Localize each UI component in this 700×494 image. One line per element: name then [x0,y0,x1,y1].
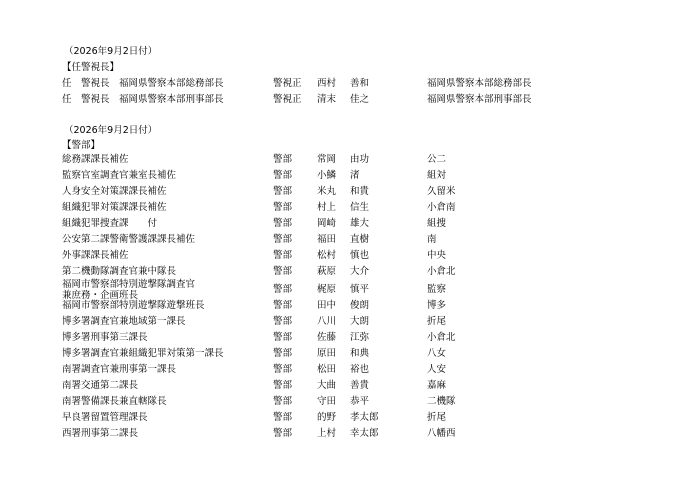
given-name: 善貴 [350,380,370,391]
given-name: 由功 [350,154,370,165]
post-title: 南署調査官兼刑事第一課長 [62,364,177,375]
post-title: 南署警備課長兼直轄隊長 [62,396,167,407]
section-heading: 【任警視長】 [62,62,120,73]
rank: 警部 [273,380,293,391]
table-row [0,314,700,330]
previous-post: 福岡県警察本部総務部長 [427,78,532,89]
table-row [0,92,700,108]
rank: 警部 [273,202,293,213]
table-row [0,200,700,216]
table-row [0,394,700,410]
table-row [0,346,700,362]
previous-post: 中央 [427,250,447,261]
given-name: 信生 [350,202,370,213]
rank: 警部 [273,300,293,311]
rank: 警部 [273,266,293,277]
rank: 警視正 [273,78,302,89]
surname: 原田 [317,348,337,359]
previous-post: 久留米 [427,186,456,197]
post-title: 福岡市警察部特別遊撃隊遊撃班長 [62,300,205,311]
surname: 的野 [317,412,337,423]
section-date: （2026年9月2日付） [64,125,158,136]
surname: 村上 [317,202,337,213]
surname: 梶原 [317,284,337,295]
post-title: 組織犯罪対策課課長補佐 [62,202,167,213]
given-name: 孝太郎 [350,412,379,423]
table-row [0,264,700,280]
post-title: 西署刑事第二課長 [62,428,139,439]
previous-post: 嘉麻 [427,380,447,391]
given-name: 大介 [350,266,370,277]
surname: 松田 [317,364,337,375]
post-title: 任 警視長 福岡県警察本部総務部長 [62,78,224,89]
previous-post: 折尾 [427,316,447,327]
surname: 守田 [317,396,337,407]
rank: 警部 [273,218,293,229]
given-name: 江弥 [350,332,370,343]
post-title: 博多署調査官兼地域第一課長 [62,316,186,327]
table-row [0,152,700,168]
given-name: 和貴 [350,186,370,197]
previous-post: 組対 [427,170,447,181]
previous-post: 小倉北 [427,332,456,343]
rank: 警部 [273,154,293,165]
rank: 警部 [273,428,293,439]
surname: 萩原 [317,266,337,277]
previous-post: 二機隊 [427,396,456,407]
rank: 警部 [273,186,293,197]
post-title: 組織犯罪捜査課 付 [62,218,158,229]
table-row [0,410,700,426]
given-name: 慎平 [350,284,370,295]
post-title: 福岡市警察部特別遊撃隊調査官 [62,279,196,290]
post-title: 公安第二課警衛警護課課長補佐 [62,234,196,245]
rank: 警部 [273,348,293,359]
previous-post: 組捜 [427,218,447,229]
rank: 警部 [273,412,293,423]
rank: 警部 [273,170,293,181]
surname: 八川 [317,316,337,327]
previous-post: 折尾 [427,412,447,423]
rank: 警視正 [273,94,302,105]
surname: 大曲 [317,380,337,391]
given-name: 雄大 [350,218,370,229]
previous-post: 南 [427,234,437,245]
post-title: 第二機動隊調査官兼中隊長 [62,266,177,277]
table-row [0,76,700,92]
given-name: 恭平 [350,396,370,407]
rank: 警部 [273,364,293,375]
previous-post: 八幡西 [427,428,456,439]
section-date: （2026年9月2日付） [64,46,158,57]
given-name: 渚 [350,170,360,181]
given-name: 和典 [350,348,370,359]
rank: 警部 [273,234,293,245]
post-title: 任 警視長 福岡県警察本部刑事部長 [62,94,224,105]
post-title: 監察官室調査官兼室長補佐 [62,170,177,181]
table-row [0,184,700,200]
rank: 警部 [273,284,293,295]
table-row [0,362,700,378]
rank: 警部 [273,250,293,261]
surname: 佐藤 [317,332,337,343]
post-title: 南署交通第二課長 [62,380,139,391]
given-name: 佳之 [350,94,370,105]
surname: 松村 [317,250,337,261]
post-title: 人身安全対策課課長補佐 [62,186,167,197]
table-row [0,216,700,232]
previous-post: 公二 [427,154,447,165]
previous-post: 博多 [427,300,447,311]
rank: 警部 [273,396,293,407]
table-row [0,232,700,248]
surname: 小鱗 [317,170,337,181]
rank: 警部 [273,332,293,343]
post-title: 外事課課長補佐 [62,250,129,261]
post-title: 博多署刑事第三課長 [62,332,148,343]
surname: 常岡 [317,154,337,165]
previous-post: 監察 [427,284,447,295]
surname: 米丸 [317,186,337,197]
post-title: 総務課課長補佐 [62,154,129,165]
table-row [0,248,700,264]
table-row [0,298,700,314]
given-name: 幸太郎 [350,428,379,439]
post-title: 博多署調査官兼組織犯罪対策第一課長 [62,348,224,359]
given-name: 直樹 [350,234,370,245]
previous-post: 小倉南 [427,202,456,213]
surname: 西村 [317,78,337,89]
rank: 警部 [273,316,293,327]
table-row [0,378,700,394]
post-title: 早良署留置管理課長 [62,412,148,423]
table-row [0,330,700,346]
surname: 上村 [317,428,337,439]
previous-post: 小倉北 [427,266,456,277]
previous-post: 八女 [427,348,447,359]
previous-post: 人安 [427,364,447,375]
given-name: 慎也 [350,250,370,261]
table-row [0,426,700,442]
given-name: 裕也 [350,364,370,375]
surname: 田中 [317,300,337,311]
given-name: 俊朗 [350,300,370,311]
surname: 岡崎 [317,218,337,229]
post-title-continuation: 兼庶務・企画班長 [62,290,139,301]
surname: 福田 [317,234,337,245]
section-heading: 【警部】 [62,140,101,151]
given-name: 大朗 [350,316,370,327]
surname: 清末 [317,94,337,105]
table-row [0,168,700,184]
previous-post: 福岡県警察本部刑事部長 [427,94,532,105]
given-name: 善和 [350,78,370,89]
